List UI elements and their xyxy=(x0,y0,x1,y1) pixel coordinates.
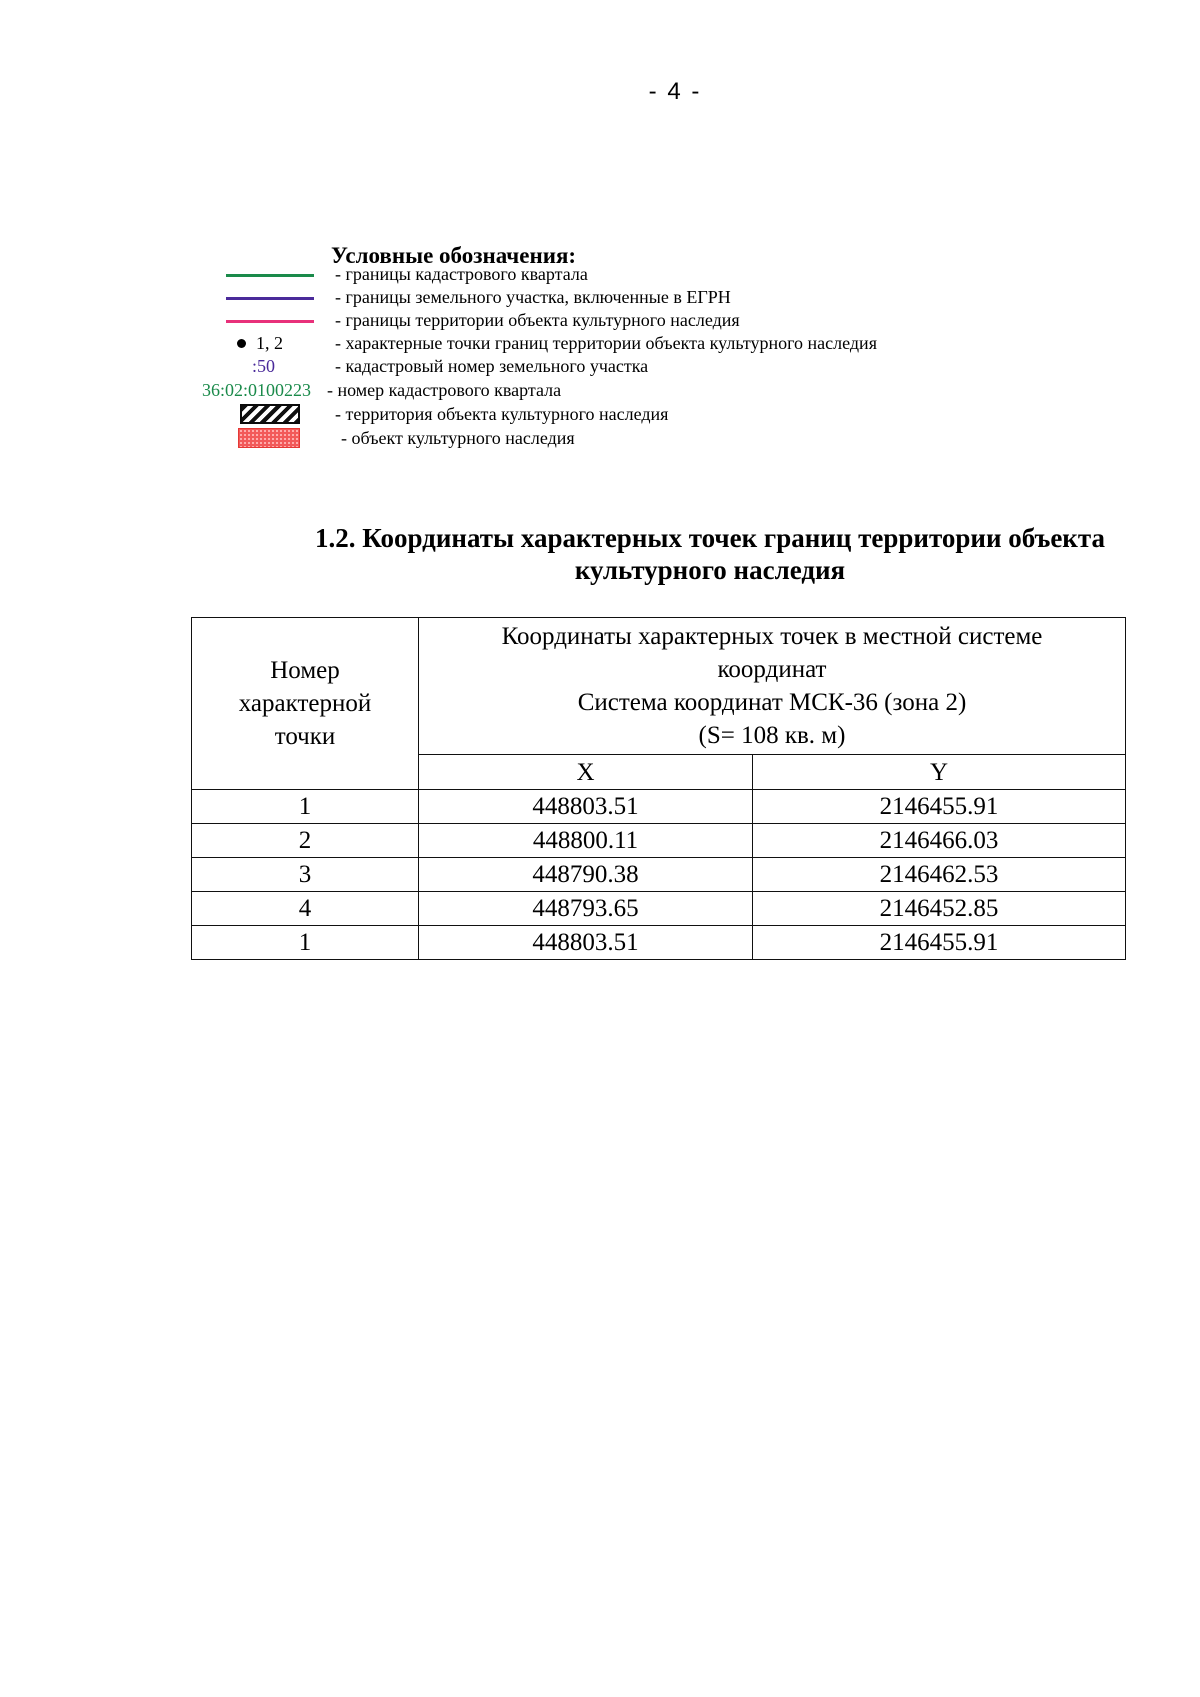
green-line-icon xyxy=(226,274,314,277)
legend-item-quarter-number xyxy=(0,380,1200,403)
hatch-pattern-icon xyxy=(240,404,300,424)
x-cell: 448803.51 xyxy=(419,790,753,824)
legend-item-land-plot-number xyxy=(0,356,1200,379)
point-cell: 2 xyxy=(192,824,419,858)
legend-description: - характерные точки границ территории объекта культурного наследия xyxy=(335,333,877,353)
point-number-header xyxy=(192,618,419,790)
legend-item-heritage-territory xyxy=(0,404,1200,427)
legend-item-heritage-object xyxy=(0,428,1200,451)
point-cell: 1 xyxy=(192,790,419,824)
legend-description: - кадастровый номер земельного участка xyxy=(335,356,649,376)
point-cell: 4 xyxy=(192,892,419,926)
y-cell: 2146452.85 xyxy=(753,892,1126,926)
section-title xyxy=(270,522,1150,586)
header-line: точки xyxy=(274,723,336,750)
caption-line: Координаты характерных точек в местной системе xyxy=(501,623,1043,650)
point-cell: 1 xyxy=(192,926,419,960)
section-title-line: 1.2. Координаты характерных точек границ территории объекта xyxy=(315,523,1105,553)
y-cell: 2146455.91 xyxy=(753,926,1126,960)
legend-description: - границы земельного участка, включенные в ЕГРН xyxy=(335,287,731,307)
x-header: X xyxy=(419,755,753,790)
table-row xyxy=(192,790,1126,824)
legend-item-characteristic-points xyxy=(0,333,1200,356)
header-line: Номер xyxy=(270,657,340,684)
table-row xyxy=(192,858,1126,892)
y-cell: 2146455.91 xyxy=(753,790,1126,824)
caption-line: (S= 108 кв. м) xyxy=(698,722,846,749)
caption-line: координат xyxy=(717,656,827,683)
legend xyxy=(0,0,1200,480)
y-cell: 2146466.03 xyxy=(753,824,1126,858)
page-number: - 4 - xyxy=(648,78,702,105)
purple-line-icon xyxy=(226,297,314,300)
red-fill-icon xyxy=(238,428,300,448)
pink-line-icon xyxy=(226,320,314,323)
x-cell: 448793.65 xyxy=(419,892,753,926)
table-row xyxy=(192,926,1126,960)
point-cell: 3 xyxy=(192,858,419,892)
point-dot-icon xyxy=(237,339,246,348)
table-row xyxy=(192,824,1126,858)
legend-item-heritage-territory-border xyxy=(0,310,1200,333)
coordinates-table xyxy=(191,617,1126,960)
y-header: Y xyxy=(753,755,1126,790)
legend-description: - границы кадастрового квартала xyxy=(335,264,588,284)
legend-marker: 1, 2 xyxy=(256,333,283,353)
coordinates-caption-header xyxy=(419,618,1126,755)
legend-marker: :50 xyxy=(252,356,276,376)
legend-description: - объект культурного наследия xyxy=(341,428,575,448)
header-line: характерной xyxy=(238,690,372,717)
legend-description: - границы территории объекта культурного наследия xyxy=(335,310,740,330)
table-row xyxy=(192,892,1126,926)
legend-item-cadastral-quarter-border xyxy=(0,264,1200,287)
legend-marker: 36:02:0100223 xyxy=(202,380,312,400)
caption-line: Система координат МСК-36 (зона 2) xyxy=(577,689,967,716)
legend-description: - территория объекта культурного наследия xyxy=(335,404,669,424)
legend-item-land-plot-border xyxy=(0,287,1200,310)
legend-description: - номер кадастрового квартала xyxy=(327,380,562,400)
legend-title: Условные обозначения: xyxy=(331,243,577,268)
section-title-line: культурного наследия xyxy=(574,555,846,585)
x-cell: 448800.11 xyxy=(419,824,753,858)
x-cell: 448803.51 xyxy=(419,926,753,960)
y-cell: 2146462.53 xyxy=(753,858,1126,892)
x-cell: 448790.38 xyxy=(419,858,753,892)
